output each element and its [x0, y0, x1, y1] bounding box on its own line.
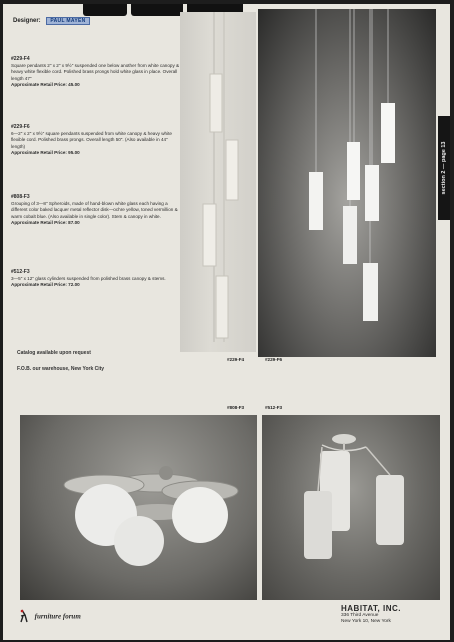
designer-line — [13, 17, 90, 25]
fob-note: F.O.B. our warehouse, New York City — [17, 366, 105, 372]
company-address-line2: New York 10, New York — [341, 619, 391, 624]
product-entry — [11, 124, 181, 156]
company-block — [341, 604, 401, 625]
company-name: HABITAT, INC. — [341, 604, 401, 613]
photo-808-f3 — [20, 415, 257, 600]
company-address-line1: 336 Third Avenue — [341, 613, 379, 618]
product-price: Approximate Retail Price: 95.00 — [11, 149, 80, 155]
photo-caption: #229-F6 — [265, 357, 283, 362]
designer-label: Designer: — [13, 18, 41, 24]
section-page-tab — [438, 116, 450, 220]
photo-caption: #808-F3 — [227, 405, 245, 410]
furniture-forum-brand — [19, 609, 81, 625]
product-code: #512-F3 — [11, 269, 30, 275]
designer-name-tag: PAUL MAYEN — [46, 17, 89, 25]
photo-512-f3 — [262, 415, 440, 600]
photo-caption: #229-F4 — [227, 357, 245, 362]
product-description: 6—2" x 2" x 9½" square pendants suspended from white canopy & heavy white flexible cord. Polished brass prongs. Overall length 50". (Also available in 44" length) — [11, 131, 172, 149]
product-description: 3—5" x 12" glass cylinders suspended from polished brass canopy & stems. — [11, 276, 166, 282]
section-page-label: section 2 — page 13 — [441, 141, 447, 195]
product-description: Square pendants 2" x 2" x 9½" suspended one below another from white canopy & heavy white flexible cord. Polished brass prongs hold white glass in place. Overall length 47" — [11, 63, 180, 81]
pendant-column-illustration — [180, 12, 256, 352]
product-price: Approximate Retail Price: 87.00 — [11, 219, 80, 225]
binding-tab — [131, 4, 183, 16]
product-entry — [11, 269, 181, 289]
binding-tab — [83, 4, 127, 16]
photo-229-f4 — [180, 12, 256, 352]
photo-229-f6 — [258, 9, 436, 357]
six-pendants-illustration — [258, 9, 436, 357]
spheroid-grouping-illustration — [20, 415, 257, 600]
product-entry — [11, 56, 181, 88]
catalog-page — [3, 4, 450, 640]
photo-caption: #512-F3 — [265, 405, 283, 410]
product-price: Approximate Retail Price: 45.00 — [11, 81, 80, 87]
brand-name: furniture forum — [34, 612, 81, 621]
product-entry — [11, 194, 181, 226]
chair-logo-icon — [19, 609, 29, 625]
product-code: #808-F3 — [11, 194, 30, 200]
product-price: Approximate Retail Price: 72.00 — [11, 282, 80, 288]
product-code: #229-F4 — [11, 56, 30, 62]
product-code: #229-F6 — [11, 124, 30, 130]
catalog-note: Catalog available upon request — [17, 350, 91, 356]
glass-cylinders-illustration — [262, 415, 440, 600]
product-description: Grouping of 3—8" Spheroids, made of hand-blown white glass each having a different color baked lacquer metal reflector disk—ochre yellow, toned vermillion & warm cobalt blue. (Also available in single color). Stem & canopy in white. — [11, 201, 178, 219]
